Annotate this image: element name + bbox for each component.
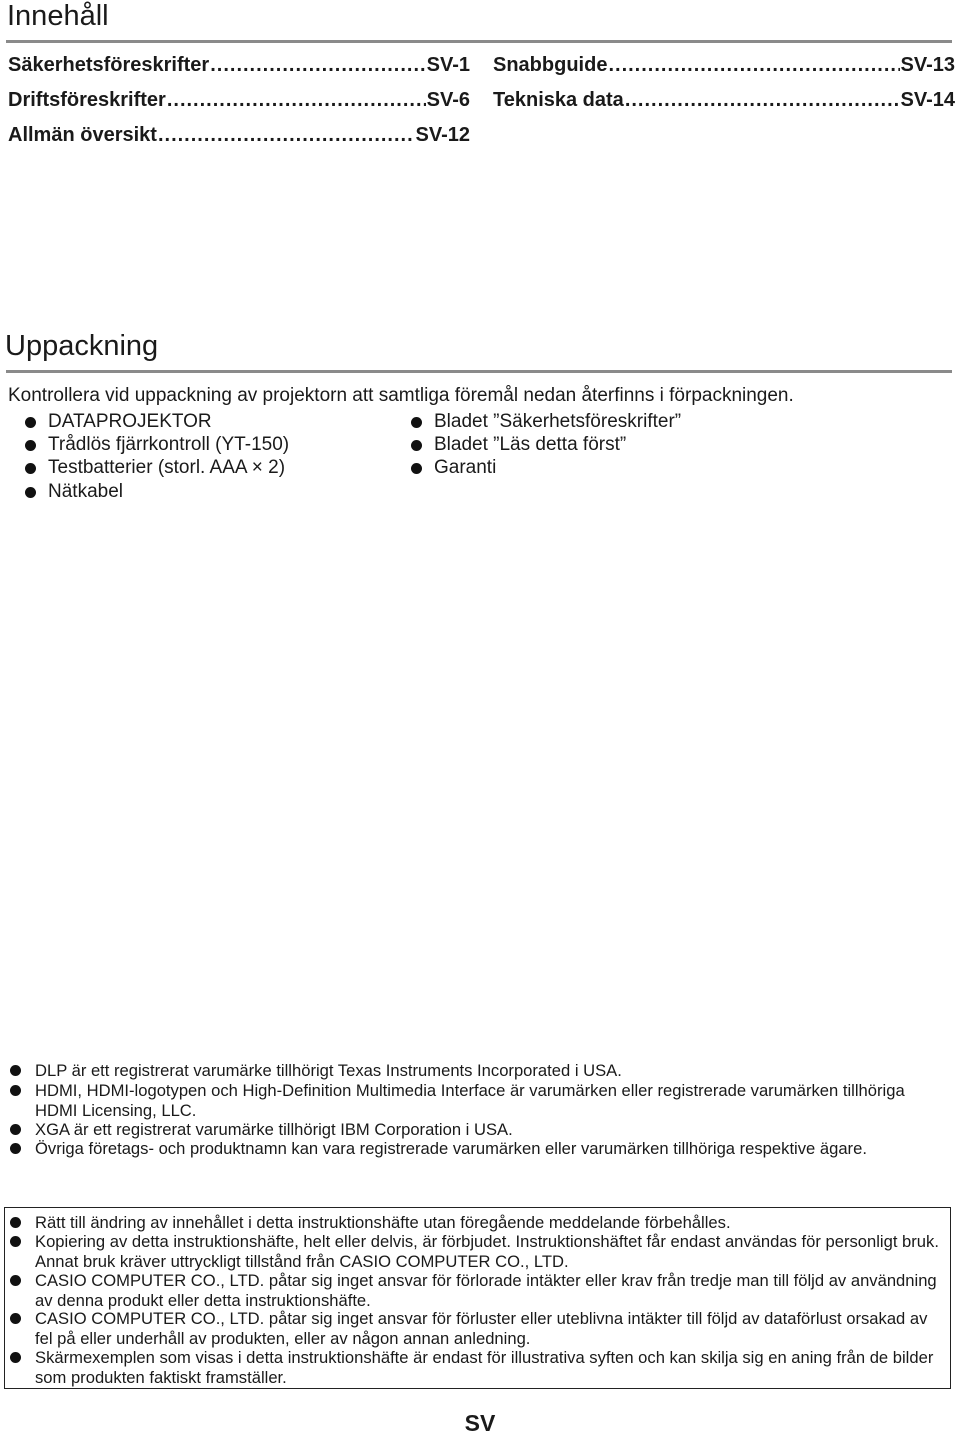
bullet-icon xyxy=(10,1275,21,1286)
package-item: Nätkabel xyxy=(25,481,123,503)
trademark-note: HDMI, HDMI-logotypen och High-Definition Multimedia Interface är varumärken eller registrerade varumärken tillhöriga HDMI Licensing, LLC. xyxy=(10,1081,940,1120)
bullet-icon xyxy=(411,440,422,451)
toc-rule xyxy=(6,40,952,43)
toc-leader-dots xyxy=(608,54,899,77)
bullet-icon xyxy=(10,1236,21,1247)
trademark-note: DLP är ett registrerat varumärke tillhörigt Texas Instruments Incorporated i USA. xyxy=(10,1061,940,1081)
toc-entry-driftsforeskrifter[interactable] xyxy=(8,89,470,112)
toc-entry-page: SV-14 xyxy=(900,89,955,111)
bullet-icon xyxy=(25,463,36,474)
notice-item: CASIO COMPUTER CO., LTD. påtar sig inget ansvar för förlorade intäkter eller krav från tredje man till följd av användning av denna produkt eller detta instruktionshäfte. xyxy=(10,1271,940,1310)
bullet-icon xyxy=(10,1065,21,1076)
package-item: Bladet ”Säkerhetsföreskrifter” xyxy=(411,411,681,433)
toc-entry-page: SV-6 xyxy=(426,89,470,111)
bullet-icon xyxy=(10,1217,21,1228)
unpacking-rule xyxy=(6,370,952,373)
toc-leader-dots xyxy=(167,89,426,112)
unpacking-heading: Uppackning xyxy=(5,330,159,362)
bullet-icon xyxy=(25,417,36,428)
package-item: Testbatterier (storl. AAA × 2) xyxy=(25,457,285,479)
bullet-icon xyxy=(411,463,422,474)
bullet-icon xyxy=(10,1352,21,1363)
notice-item: Skärmexemplen som visas i detta instruktionshäfte är endast för illustrativa syften och kan skilja sig en aning från de bilder som produkten faktiskt framställer. xyxy=(10,1348,940,1387)
bullet-icon xyxy=(10,1124,21,1135)
toc-heading: Innehåll xyxy=(7,0,109,32)
toc-leader-dots xyxy=(625,89,900,112)
toc-entry-page: SV-12 xyxy=(415,124,470,146)
toc-entry-allman-oversikt[interactable] xyxy=(8,124,470,147)
unpacking-intro: Kontrollera vid uppackning av projektorn att samtliga föremål nedan återfinns i förpackningen. xyxy=(8,385,794,406)
bullet-icon xyxy=(411,417,422,428)
trademark-note: XGA är ett registrerat varumärke tillhörigt IBM Corporation i USA. xyxy=(10,1120,940,1140)
bullet-icon xyxy=(10,1085,21,1096)
toc-entry-sakerhetsforeskrifter[interactable] xyxy=(8,54,470,77)
toc-entry-title: Driftsföreskrifter xyxy=(8,89,166,111)
notice-item: CASIO COMPUTER CO., LTD. påtar sig inget ansvar för förluster eller uteblivna intäkter till följd av dataförlust orsakad av fel på eller underhåll av produkten, eller av någon annan anledning. xyxy=(10,1309,940,1348)
bullet-icon xyxy=(10,1313,21,1324)
bullet-icon xyxy=(10,1143,21,1154)
toc-entry-title: Säkerhetsföreskrifter xyxy=(8,54,210,76)
notice-item: Kopiering av detta instruktionshäfte, helt eller delvis, är förbjudet. Instruktionshäftet får endast användas för personligt bruk. Annat bruk kräver uttryckligt tillstånd från CASIO COMPUTER CO., LTD. xyxy=(10,1232,940,1271)
bullet-icon xyxy=(25,487,36,498)
package-item: Garanti xyxy=(411,457,496,479)
bullet-icon xyxy=(25,440,36,451)
toc-entry-snabbguide[interactable] xyxy=(493,54,955,77)
toc-leader-dots xyxy=(158,124,415,147)
package-item: Bladet ”Läs detta först” xyxy=(411,434,626,456)
package-item: DATAPROJEKTOR xyxy=(25,411,212,433)
page-footer-language: SV xyxy=(464,1410,496,1436)
toc-entry-page: SV-1 xyxy=(426,54,470,76)
toc-entry-page: SV-13 xyxy=(900,54,955,76)
toc-entry-title: Allmän översikt xyxy=(8,124,157,146)
package-item: Trådlös fjärrkontroll (YT-150) xyxy=(25,434,289,456)
trademark-note: Övriga företags- och produktnamn kan vara registrerade varumärken eller varumärken tillhöriga respektive ägare. xyxy=(10,1139,940,1159)
toc-entry-title: Snabbguide xyxy=(493,54,608,76)
toc-leader-dots xyxy=(210,54,425,77)
toc-entry-title: Tekniska data xyxy=(493,89,624,111)
toc-entry-tekniska-data[interactable] xyxy=(493,89,955,112)
notice-item: Rätt till ändring av innehållet i detta instruktionshäfte utan föregående meddelande förbehålles. xyxy=(10,1213,940,1233)
